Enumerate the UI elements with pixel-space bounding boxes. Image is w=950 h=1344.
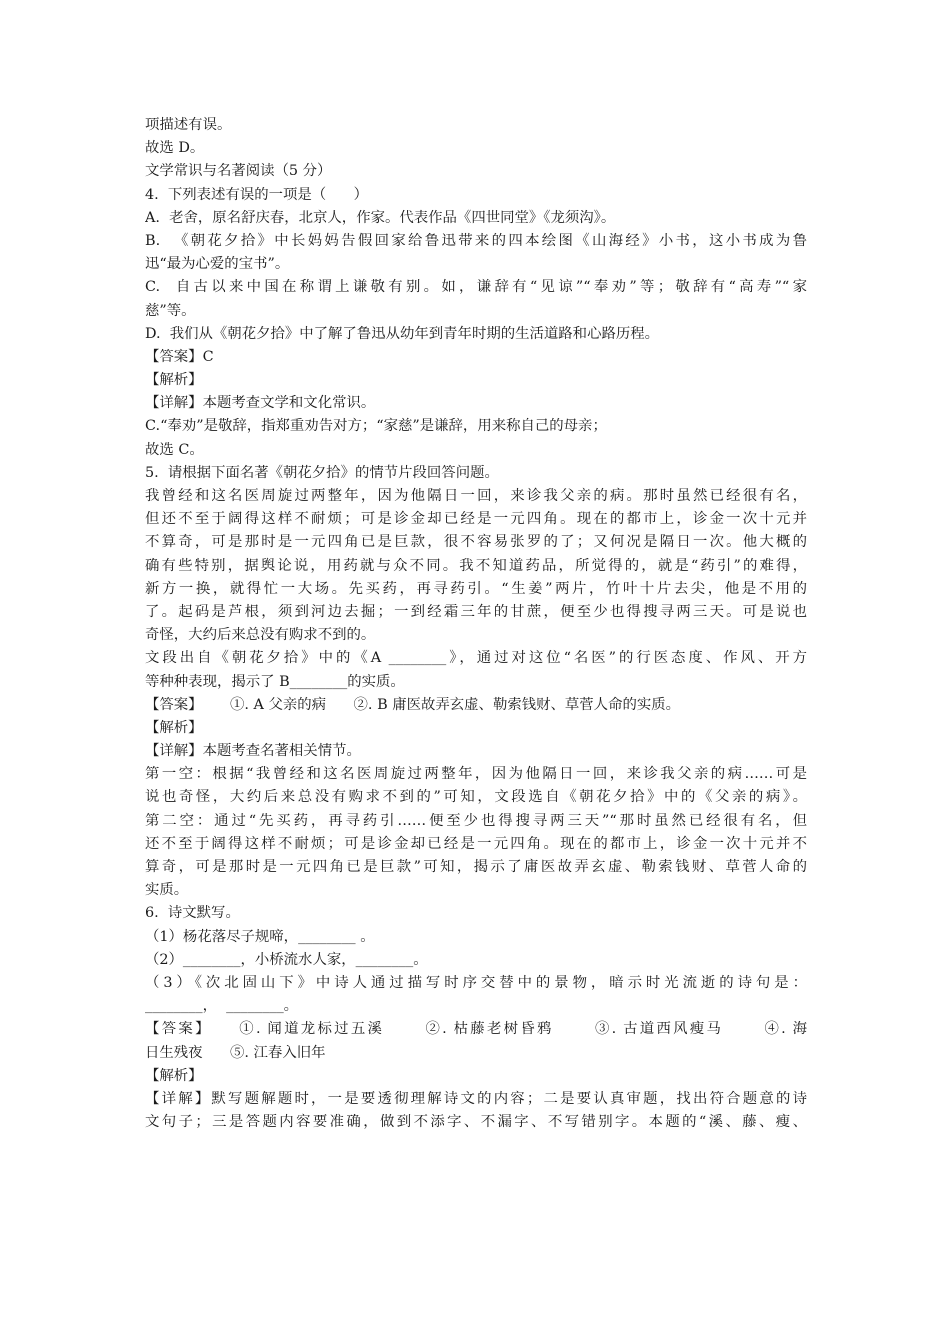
option-b: B. 《朝花夕拾》中长妈妈告假回家给鲁迅带来的四本绘图《山海经》小书，这小书成为鲁 — [145, 232, 807, 249]
text-line: 第二空：通过“先买药，再寻药引……便至少也得搜寻两三天”“那时虽然已经很有名，但 — [145, 812, 807, 829]
text-line: 日生残夜 ⑤. 江春入旧年 — [145, 1044, 326, 1061]
answer-label: 【答案】 ①. 闻道龙标过五溪 ②. 枯藤老树昏鸦 ③. 古道西风瘦马 ④. 海 — [145, 1021, 807, 1038]
passage-line: 但还不至于阔得这样不耐烦；可是诊金却已经是一元四角。现在的都市上，诊金一次十元并 — [145, 511, 807, 528]
text-line: 第一空：根据“我曾经和这名医周旋过两整年，因为他隔日一回，来诊我父亲的病……可是 — [145, 766, 807, 783]
passage-line: 奇怪，大约后来总没有购求不到的。 — [145, 627, 376, 644]
text-line: 还不至于阔得这样不耐烦；可是诊金却已经是一元四角。现在的都市上，诊金一次十元并不 — [145, 835, 807, 852]
passage-line: 不算奇，可是那时是一元四角已是巨款，很不容易张罗的了；又何况是隔日一次。他大概的 — [145, 534, 807, 551]
text-line: 项描述有误。 — [145, 117, 232, 133]
text-line: 实质。 — [145, 882, 189, 899]
text-line: ________， ________。 — [145, 998, 299, 1015]
text-line: 算奇，可是那时是一元四角已是巨款”可知，揭示了庸医故弄玄虚、勒索钱财、草菅人命的 — [145, 859, 807, 875]
analysis-label: 【解析】 — [145, 1067, 203, 1084]
passage-line: 我曾经和这名医周旋过两整年，因为他隔日一回，来诊我父亲的病。那时虽然已经很有名， — [145, 488, 807, 504]
text-line: 文句子；三是答题内容要准确，做到不添字、不漏字、不写错别字。本题的“溪、藤、瘦、 — [145, 1114, 807, 1131]
detail-label: 【详解】本题考查文学和文化常识。 — [145, 395, 376, 412]
question-6: 6. 诗文默写。 — [145, 905, 240, 922]
text-line: C.“奉劝”是敬辞，指郑重劝告对方；“家慈”是谦辞，用来称自己的母亲； — [145, 418, 607, 435]
passage-line: 了。起码是芦根，须到河边去掘；一到经霜三年的甘蔗，便至少也得搜寻两三天。可是说也 — [145, 603, 807, 620]
answer-label: 【答案】C — [145, 348, 214, 365]
document-page — [145, 114, 807, 1134]
detail-label: 【详解】本题考查名著相关情节。 — [145, 743, 361, 760]
option-d: D. 我们从《朝花夕拾》中了解了鲁迅从幼年到青年时期的生活道路和心路历程。 — [145, 325, 660, 342]
text-line: （3）《次北固山下》中诗人通过描写时序交替中的景物，暗示时光流逝的诗句是： — [145, 974, 807, 991]
text-line: 等种种表现，揭示了 B________的实质。 — [145, 673, 405, 690]
detail-label: 【详解】默写题解题时，一是要透彻理解诗文的内容；二是要认真审题，找出符合题意的诗 — [145, 1090, 807, 1107]
option-c: C. 自古以来中国在称谓上谦敬有别。如，谦辞有“见谅”“奉劝”等；敬辞有“高寿”“家 — [145, 279, 807, 296]
text-line: 说也奇怪，大约后来总没有购求不到的”可知，文段选自《朝花夕拾》中的《父亲的病》。 — [145, 789, 807, 806]
text-line: （2）________，小桥流水人家，________。 — [145, 951, 428, 968]
analysis-label: 【解析】 — [145, 372, 203, 389]
option-c-cont: 慈”等。 — [145, 302, 196, 319]
text-line: （1）杨花落尽子规啼，________ 。 — [145, 928, 375, 945]
answer-label: 【答案】 ①. A 父亲的病 ②. B 庸医故弄玄虚、勒索钱财、草菅人命的实质。 — [145, 696, 681, 713]
analysis-label: 【解析】 — [145, 719, 203, 736]
question-5: 5. 请根据下面名著《朝花夕拾》的情节片段回答问题。 — [145, 464, 499, 481]
text-line: 故选 D。 — [145, 140, 205, 157]
text-line: 文段出自《朝花夕拾》中的《A ________》，通过对这位“名医”的行医态度、作风、开方 — [145, 650, 807, 667]
option-b-cont: 迅“最为心爱的宝书”。 — [145, 256, 290, 273]
question-4: 4. 下列表述有误的一项是（ ） — [145, 186, 369, 203]
text-line: 故选 C。 — [145, 441, 204, 458]
section-heading: 文学常识与名著阅读（5 分） — [145, 163, 332, 180]
passage-line: 确有些特别，据舆论说，用药就与众不同。我不知道药品，所觉得的，就是“药引”的难得， — [145, 557, 807, 574]
option-a: A. 老舍，原名舒庆春，北京人，作家。代表作品《四世同堂》《龙须沟》。 — [145, 209, 616, 226]
passage-line: 新方一换，就得忙一大场。先买药，再寻药引。“生姜”两片，竹叶十片去尖，他是不用的 — [145, 580, 807, 597]
